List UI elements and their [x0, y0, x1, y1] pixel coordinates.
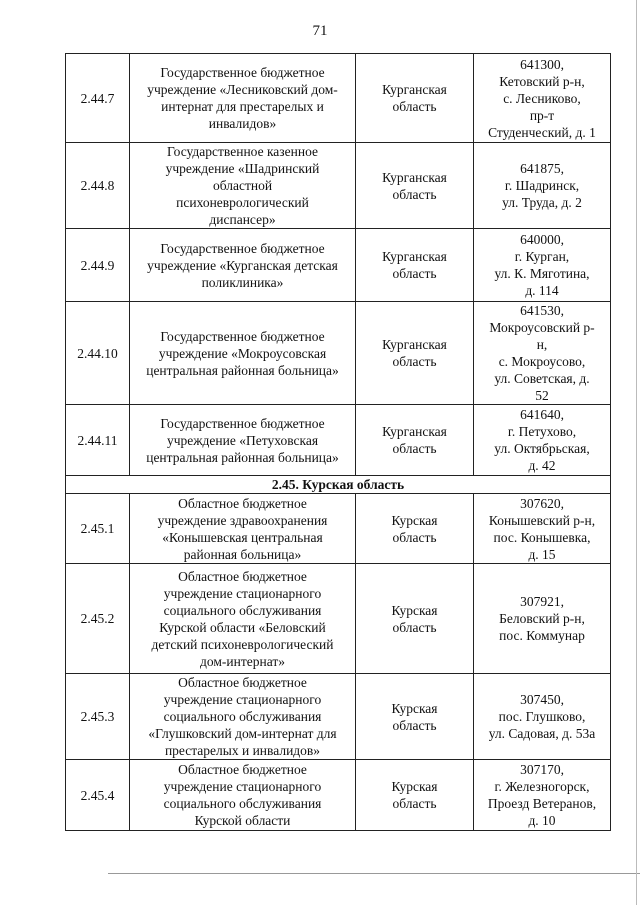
address-line: г. Петухово,	[507, 424, 577, 439]
address-line: 307170,	[520, 762, 564, 777]
row-number: 2.44.9	[66, 229, 130, 302]
institution-name-line: центральная районная больница»	[146, 362, 339, 378]
address	[474, 54, 611, 143]
institution-name-line: диспансер»	[209, 212, 276, 227]
table-row	[66, 760, 611, 831]
address-line: г. Железногорск,	[494, 779, 590, 794]
institution-name-line: Курской области	[194, 813, 291, 828]
address-line: пос. Глушково,	[498, 709, 586, 724]
institution-name	[130, 564, 356, 674]
institution-name-line: Областное бюджетное	[178, 495, 307, 511]
address-line: пр-т	[529, 107, 555, 123]
institution-name-line: детский психоневрологический	[151, 636, 334, 652]
region	[356, 760, 474, 831]
address-line: г. Курган,	[514, 249, 570, 264]
institution-name	[130, 229, 356, 302]
page-number: 71	[312, 23, 328, 39]
address	[474, 302, 611, 405]
institution-name-line: Государственное бюджетное	[160, 65, 325, 80]
address-line: н,	[536, 337, 548, 352]
address-line: 641875,	[520, 161, 564, 176]
address-line: д. 10	[528, 813, 556, 828]
address-line: 641640,	[520, 407, 564, 422]
institution-name-line: учреждение «Мокроусовская	[158, 345, 327, 361]
address-line: 52	[535, 388, 549, 403]
institution-name-line: «Конышевская центральная	[162, 529, 323, 545]
section-header-row	[66, 476, 611, 494]
institution-name-line: учреждение здравоохранения	[157, 512, 328, 528]
institution-name	[130, 674, 356, 760]
region	[356, 405, 474, 476]
table-row	[66, 564, 611, 674]
address-line: 640000,	[520, 232, 564, 247]
region-line: область	[392, 186, 437, 202]
region-line: Курская	[391, 700, 438, 716]
region-line: область	[392, 717, 437, 733]
address-line: д. 15	[528, 546, 556, 562]
row-number: 2.45.2	[66, 564, 130, 674]
institution-name-line: районная больница»	[183, 546, 302, 562]
address-line: Мокроусовский р-	[489, 320, 595, 335]
address-line: с. Лесниково,	[503, 90, 581, 106]
address-line: ул. Садовая, д. 53а	[488, 726, 596, 741]
region	[356, 229, 474, 302]
institution-name-line: Государственное бюджетное	[160, 415, 325, 431]
address-line: ул. Труда, д. 2	[502, 195, 582, 210]
institution-name-line: Областное бюджетное	[178, 568, 307, 584]
institution-name-line: Курской области «Беловский	[159, 619, 326, 635]
region-line: Курганская	[382, 169, 447, 185]
table-row	[66, 143, 611, 229]
address-line: 641530,	[520, 303, 564, 318]
address-line: Кетовский р-н,	[499, 73, 585, 89]
address	[474, 494, 611, 564]
region-line: область	[392, 796, 437, 811]
address-line: ул. Октябрьская,	[494, 441, 590, 456]
institution-name-line: Государственное бюджетное	[160, 240, 325, 256]
institution-name	[130, 54, 356, 143]
institution-name	[130, 405, 356, 476]
address-line: Проезд Ветеранов,	[487, 796, 597, 811]
scan-edge-right	[636, 0, 637, 905]
address-line: Студенческий, д. 1	[488, 124, 596, 140]
region-line: область	[392, 354, 437, 369]
institution-name-line: учреждение стационарного	[163, 779, 322, 794]
institution-name-line: учреждение «Курганская детская	[147, 257, 338, 273]
institution-name-line: учреждение стационарного	[163, 692, 322, 707]
region-line: Курганская	[382, 249, 447, 264]
region	[356, 564, 474, 674]
region	[356, 494, 474, 564]
institution-name-line: Областное бюджетное	[178, 675, 307, 690]
scan-edge-line	[108, 873, 640, 874]
row-number: 2.44.10	[66, 302, 130, 405]
row-number: 2.45.4	[66, 760, 130, 831]
institution-name-line: Областное бюджетное	[178, 762, 307, 777]
region	[356, 674, 474, 760]
institutions-table	[65, 53, 611, 831]
address	[474, 674, 611, 760]
institution-name-line: социального обслуживания	[163, 709, 322, 724]
table-row	[66, 494, 611, 564]
address	[474, 564, 611, 674]
address-line: д. 42	[528, 458, 556, 473]
address-line: ул. К. Мяготина,	[494, 266, 590, 281]
address	[474, 405, 611, 476]
address-line: пос. Коммунар	[499, 628, 585, 643]
institution-name-line: социального обслуживания	[163, 796, 322, 811]
row-number: 2.44.7	[66, 54, 130, 143]
institution-name-line: «Глушковский дом-интернат для	[148, 726, 337, 741]
institution-name-line: инвалидов»	[208, 116, 277, 131]
row-number: 2.45.1	[66, 494, 130, 564]
institution-name-line: областной	[212, 178, 273, 193]
region-line: область	[392, 441, 437, 456]
table-row	[66, 302, 611, 405]
institution-name-line: дом-интернат»	[199, 653, 285, 669]
address-line: с. Мокроусово,	[498, 354, 586, 369]
region-line: Курская	[391, 779, 438, 794]
region-line: область	[392, 266, 437, 281]
row-number: 2.44.11	[66, 405, 130, 476]
address-line: 307921,	[520, 594, 564, 609]
institution-name-line: Государственное бюджетное	[160, 328, 325, 344]
address-line: Конышевский р-н,	[488, 512, 596, 528]
institution-name	[130, 302, 356, 405]
address	[474, 760, 611, 831]
region-line: область	[392, 99, 437, 114]
region	[356, 302, 474, 405]
region-line: Курская	[391, 512, 438, 528]
address-line: 307620,	[520, 495, 564, 511]
address	[474, 229, 611, 302]
row-number: 2.45.3	[66, 674, 130, 760]
institution-name	[130, 494, 356, 564]
region-line: Курганская	[382, 82, 447, 97]
table-row	[66, 405, 611, 476]
institution-name-line: учреждение «Шадринский	[165, 161, 320, 176]
section-title: 2.45. Курская область	[66, 476, 611, 494]
address-line: 641300,	[520, 56, 564, 72]
institution-name-line: учреждение стационарного	[163, 585, 322, 601]
institution-name-line: поликлиника»	[201, 274, 284, 290]
address-line: 307450,	[520, 692, 564, 707]
institution-name-line: психоневрологический	[176, 195, 309, 210]
institution-name-line: социального обслуживания	[163, 602, 322, 618]
region	[356, 143, 474, 229]
region-line: область	[392, 529, 437, 545]
institution-name	[130, 143, 356, 229]
table-row	[66, 674, 611, 760]
address-line: д. 114	[525, 283, 559, 298]
region-line: Курганская	[382, 337, 447, 352]
region-line: Курганская	[382, 424, 447, 439]
institution-name-line: интернат для престарелых и	[161, 99, 324, 114]
address-line: ул. Советская, д.	[494, 371, 590, 386]
table-row	[66, 229, 611, 302]
address	[474, 143, 611, 229]
institution-name-line: Государственное казенное	[167, 144, 318, 159]
institution-name	[130, 760, 356, 831]
address-line: пос. Конышевка,	[493, 529, 591, 545]
address-line: г. Шадринск,	[504, 178, 580, 193]
region-line: Курская	[391, 602, 438, 618]
institution-name-line: центральная районная больница»	[146, 449, 339, 465]
region-line: область	[392, 619, 437, 635]
institution-name-line: учреждение «Лесниковский дом-	[147, 82, 338, 97]
table-row	[66, 54, 611, 143]
row-number: 2.44.8	[66, 143, 130, 229]
institution-name-line: престарелых и инвалидов»	[164, 743, 321, 758]
region	[356, 54, 474, 143]
institution-name-line: учреждение «Петуховская	[166, 432, 319, 448]
address-line: Беловский р-н,	[499, 611, 585, 626]
